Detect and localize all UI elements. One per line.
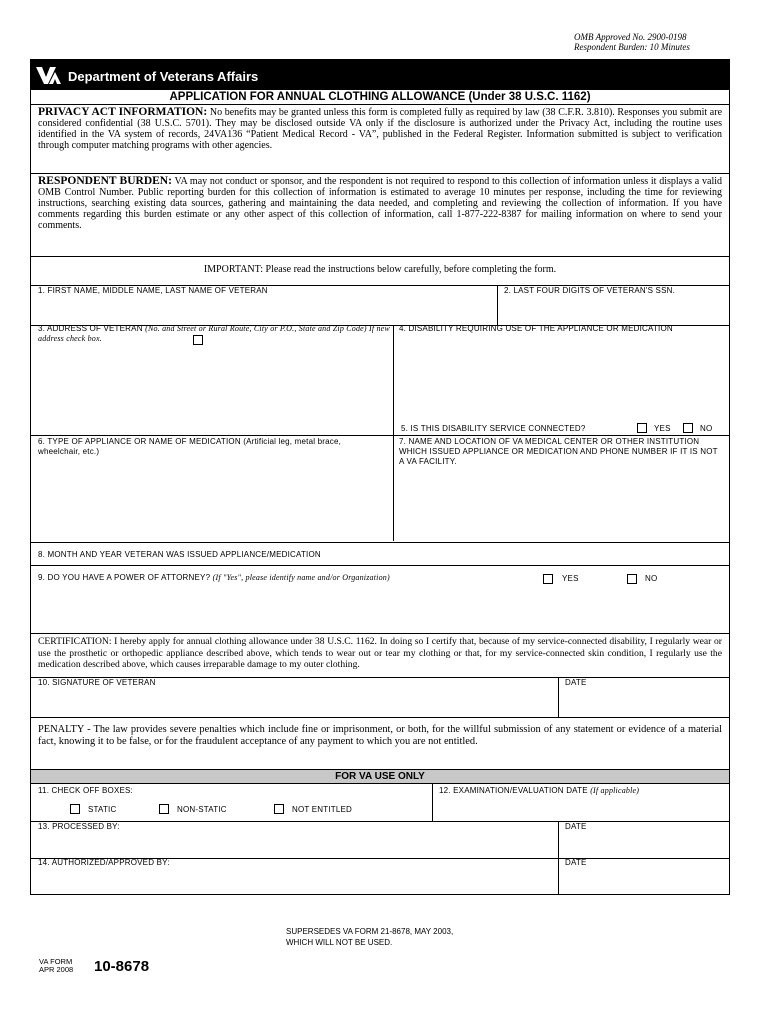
not-entitled-label: NOT ENTITLED <box>292 805 353 814</box>
field-5-label: 5. IS THIS DISABILITY SERVICE CONNECTED? <box>401 424 586 433</box>
service-connected-no-checkbox[interactable] <box>683 423 693 433</box>
divider <box>31 542 729 543</box>
service-connected-yes-checkbox[interactable] <box>637 423 647 433</box>
omb-notice <box>574 32 690 52</box>
field-8-label: 8. MONTH AND YEAR VETERAN WAS ISSUED APPLIANCE/MEDICATION <box>38 550 321 559</box>
certification-text: CERTIFICATION: I hereby apply for annual clothing allowance under 38 U.S.C. 1162. In doing so I certify that, because of my service-connected disability, I regularly wear or use the prosthetic or orthopedic appliance described above, which tends to wear out or tear my clothing or that, for my service-connected skin condition, I regularly use the medication described above, which causes irreparable damage to my outer clothing. <box>38 636 722 670</box>
non-static-checkbox[interactable] <box>159 804 169 814</box>
divider <box>31 435 729 436</box>
examination-date-field[interactable] <box>434 798 729 820</box>
divider <box>31 173 729 174</box>
veteran-address-field[interactable] <box>32 350 391 434</box>
static-label: STATIC <box>88 805 117 814</box>
field-4-label: 4. DISABILITY REQUIRING USE OF THE APPLIANCE OR MEDICATION <box>399 324 673 333</box>
divider <box>31 821 729 822</box>
form-number: 10-8678 <box>94 958 150 975</box>
divider <box>432 783 433 821</box>
new-address-checkbox[interactable] <box>193 335 203 345</box>
respondent-burden-text: VA may not conduct or sponsor, and the respondent is not required to respond to this collection of information unless it displays a valid OMB Control Number. Public reporting burden for this collection of information is estimated to average 10 minutes per response, including the time for reviewing instructions, searching existing data sources, gathering and maintaining the data needed, and completing and reviewing the collection of information. If you have comments regarding this burden estimate or any other aspect of this collection of information, call 1-877-222-8387 for mailing information on where to send your comments. <box>38 176 722 231</box>
privacy-act-section <box>38 107 722 152</box>
form-header <box>31 60 729 90</box>
field-11-label: 11. CHECK OFF BOXES: <box>38 786 133 795</box>
omb-burden: Respondent Burden: 10 Minutes <box>574 42 690 52</box>
divider <box>558 677 559 717</box>
field-12-label <box>439 786 639 796</box>
processed-date-label: DATE <box>565 822 587 831</box>
divider <box>31 565 729 566</box>
approved-date-label: DATE <box>565 858 587 867</box>
field-3-note: (No. and Street or Rural Route, City or P.O., State and Zip Code) If new address check box. <box>38 324 390 343</box>
field-3-label <box>38 324 392 344</box>
omb-approval: OMB Approved No. 2900-0198 <box>574 32 687 42</box>
non-static-label: NON-STATIC <box>177 805 227 814</box>
ssn-last-four-field[interactable] <box>499 296 729 324</box>
field-12-title: 12. EXAMINATION/EVALUATION DATE <box>439 786 588 795</box>
field-9-label <box>38 573 390 583</box>
supersedes-line-1: SUPERSEDES VA FORM 21-8678, MAY 2003, <box>286 927 454 936</box>
penalty-text: PENALTY - The law provides severe penalties which include fine or imprisonment, or both, for the willful submission of any statement or evidence of a material fact, knowing it to be false, or for the fraudulent acceptance of any payment to which you are not entitled. <box>38 724 722 747</box>
respondent-burden-section <box>38 176 722 232</box>
poa-yes-label: YES <box>562 574 579 583</box>
form-title: APPLICATION FOR ANNUAL CLOTHING ALLOWANCE (Under 38 U.S.C. 1162) <box>31 90 729 105</box>
service-connected-yes-label: YES <box>654 424 671 433</box>
privacy-act-text: No benefits may be granted unless this form is completed fully as required by law (38 C.F.R. 3.810). Responses you submit are considered confidential (38 U.S.C. 5701). They may be disclosed outside VA only if the disclosure is authorized under the Privacy Act, including the routine uses identified in the VA system of records, 24VA136 “Patient Medical Record - VA”, published in the Federal Register. Information submitted is subject to verification through computer matching programs with other agencies. <box>38 107 723 151</box>
divider <box>31 717 729 718</box>
va-use-only-banner: FOR VA USE ONLY <box>31 770 729 784</box>
veteran-name-field[interactable] <box>32 296 496 324</box>
respondent-burden-heading: RESPONDENT BURDEN: <box>38 175 172 187</box>
field-9-title: 9. DO YOU HAVE A POWER OF ATTORNEY? <box>38 573 211 582</box>
appliance-medication-field[interactable] <box>32 460 391 540</box>
supersedes-note <box>286 926 453 948</box>
field-13-label: 13. PROCESSED BY: <box>38 822 120 831</box>
poa-yes-checkbox[interactable] <box>543 574 553 584</box>
veteran-signature-field[interactable] <box>32 689 556 716</box>
field-14-label: 14. AUTHORIZED/APPROVED BY: <box>38 858 170 867</box>
va-form-label: VA FORM <box>39 957 73 966</box>
poa-details-field[interactable] <box>32 588 729 632</box>
department-name: Department of Veterans Affairs <box>68 69 259 84</box>
approved-by-field[interactable] <box>32 869 556 894</box>
field-12-note: (If applicable) <box>590 786 640 795</box>
signature-date-label: DATE <box>565 678 587 687</box>
service-connected-no-label: NO <box>700 424 713 433</box>
divider <box>31 633 729 634</box>
signature-date-field[interactable] <box>560 689 729 716</box>
field-10-label: 10. SIGNATURE OF VETERAN <box>38 678 156 687</box>
field-6-label: 6. TYPE OF APPLIANCE OR NAME OF MEDICATION (Artificial leg, metal brace, wheelchair, etc.) <box>38 437 342 456</box>
medical-center-field[interactable] <box>395 472 729 540</box>
poa-no-checkbox[interactable] <box>627 574 637 584</box>
disability-field[interactable] <box>395 348 729 418</box>
divider <box>393 325 394 541</box>
divider <box>31 256 729 257</box>
field-1-label: 1. FIRST NAME, MIDDLE NAME, LAST NAME OF VETERAN <box>38 286 268 295</box>
important-notice: IMPORTANT: Please read the instructions below carefully, before completing the form. <box>203 264 557 275</box>
form-id-block <box>39 958 73 974</box>
processed-date-field[interactable] <box>560 833 729 857</box>
supersedes-line-2: WHICH WILL NOT BE USED. <box>286 938 393 947</box>
form-date: APR 2008 <box>39 965 74 974</box>
field-7-label: 7. NAME AND LOCATION OF VA MEDICAL CENTER OR OTHER INSTITUTION WHICH ISSUED APPLIANCE OR MEDICATION AND PHONE NUMBER IF IT IS NOT A VA FACILITY. <box>399 437 718 466</box>
clothing-allowance-form <box>30 59 730 895</box>
divider <box>497 285 498 325</box>
field-2-label: 2. LAST FOUR DIGITS OF VETERAN'S SSN. <box>504 286 676 295</box>
not-entitled-checkbox[interactable] <box>274 804 284 814</box>
va-logo-icon <box>35 64 63 86</box>
field-9-note: (If "Yes", please identify name and/or Organization) <box>212 573 390 582</box>
poa-no-label: NO <box>645 574 658 583</box>
approved-date-field[interactable] <box>560 869 729 894</box>
privacy-act-heading: PRIVACY ACT INFORMATION: <box>38 106 208 118</box>
processed-by-field[interactable] <box>32 833 556 857</box>
field-3-title: 3. ADDRESS OF VETERAN <box>38 324 143 333</box>
static-checkbox[interactable] <box>70 804 80 814</box>
